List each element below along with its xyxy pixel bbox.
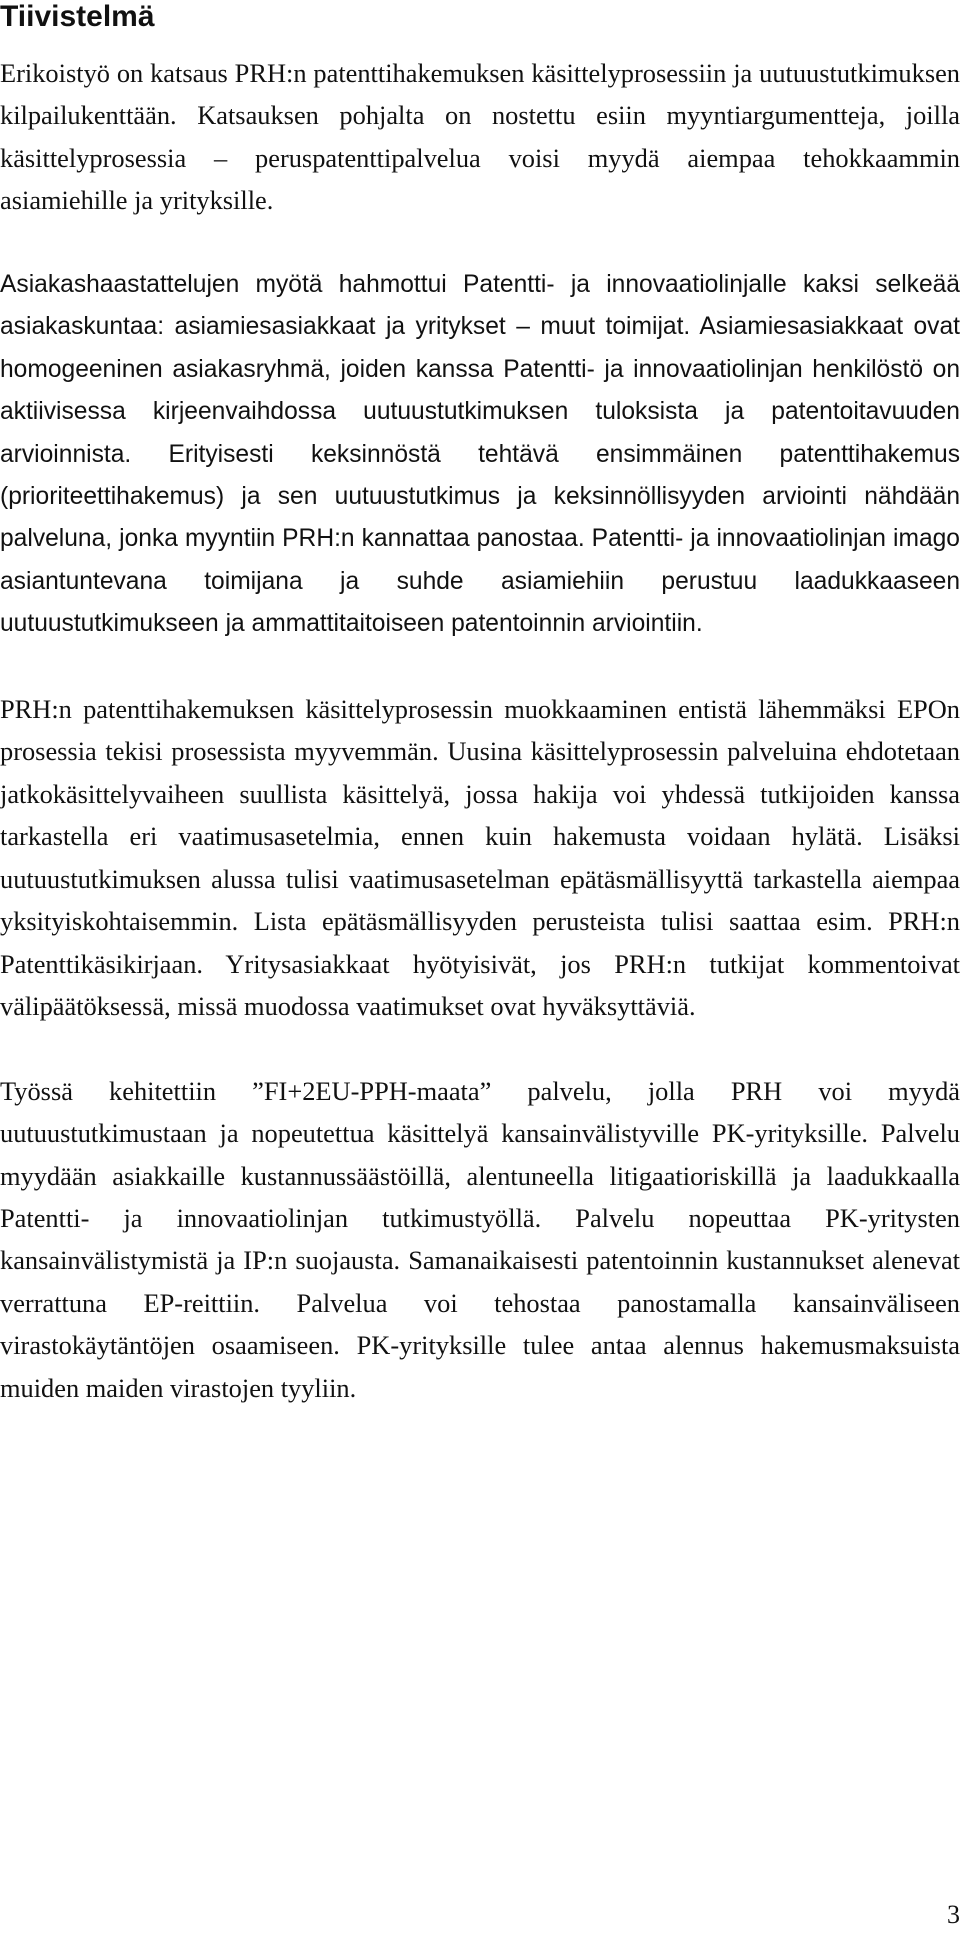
paragraph-intro: Erikoistyö on katsaus PRH:n patenttihakemuksen käsittelyprosessiin ja uutuustutkimuksen kilpailukenttään. Katsauksen pohjalta on nostettu esiin myyntiargumentteja, joilla käsittelyprosessia – peruspatenttipalvelua voisi myydä aiempaa tehokkaammin asiamiehille ja yrityksille. xyxy=(0,58,960,216)
document-body xyxy=(0,52,960,1451)
page-title: Tiivistelmä xyxy=(0,0,155,33)
page-number: 3 xyxy=(947,1900,960,1929)
paragraph-customer-interviews: Asiakashaastattelujen myötä hahmottui Patentti- ja innovaatiolinjalle kaksi selkeää asiakaskuntaa: asiamiesasiakkaat ja yritykset – muut toimijat. Asiamiesasiakkaat ovat homogeeninen asiakasryhmä, joiden kanssa Patentti- ja innovaatiolinjan henkilöstö on aktiivisessa kirjeenvaihdossa uutuustutkimuksen tuloksista ja patentoitavuuden arvioinnista. Erityisesti keksinnöstä tehtävä ensimmäinen patenttihakemus (prioriteettihakemus) ja sen uutuustutkimus ja keksinnöllisyyden arviointi nähdään palveluna, jonka myyntiin PRH:n kannattaa panostaa. Patentti- ja innovaatiolinjan imago asiantuntevana toimijana ja suhde asiamiehiin perustuu laadukkaaseen uutuustutkimukseen ja ammattitaitoiseen patentoinnin arviointiin. xyxy=(0,271,960,638)
paragraph-process-changes: PRH:n patenttihakemuksen käsittelyprosessin muokkaaminen entistä lähemmäksi EPOn prosessia tekisi prosessista myyvemmän. Uusina käsittelyprosessin palveluina ehdotetaan jatkokäsittelyvaiheen suullista käsittelyä, jossa hakija voi yhdessä tutkijoiden kanssa tarkastella eri vaatimusasetelmia, ennen kuin hakemusta voidaan hylätä. Lisäksi uutuustutkimuksen alussa tulisi vaatimusasetelman epätäsmällisyyttä tarkastella aiempaa yksityiskohtaisemmin. Lista epätäsmällisyyden perusteista tulisi saattaa esim. PRH:n Patenttikäsikirjaan. Yritysasiakkaat hyötyisivät, jos PRH:n tutkijat kommentoivat välipäätöksessä, missä muodossa vaatimukset ovat hyväksyttäviä. xyxy=(0,694,960,1021)
paragraph-pph-service: Työssä kehitettiin ”FI+2EU-PPH-maata” palvelu, jolla PRH voi myydä uutuustutkimustaan ja nopeutettua käsittelyä kansainvälistyville PK-yrityksille. Palvelu myydään asiakkaille kustannussäästöillä, alentuneella litigaatioriskillä ja laadukkaalla Patentti- ja innovaatiolinjan tutkimustyöllä. Palvelu nopeuttaa PK-yritysten kansainvälistymistä ja IP:n suojausta. Samanaikaisesti patentoinnin kustannukset alenevat verrattuna EP-reittiin. Palvelua voi tehostaa panostamalla kansainväliseen virastokäytäntöjen osaamiseen. PK-yrityksille tulee antaa alennus hakemusmaksuista muiden maiden virastojen tyyliin. xyxy=(0,1075,960,1403)
